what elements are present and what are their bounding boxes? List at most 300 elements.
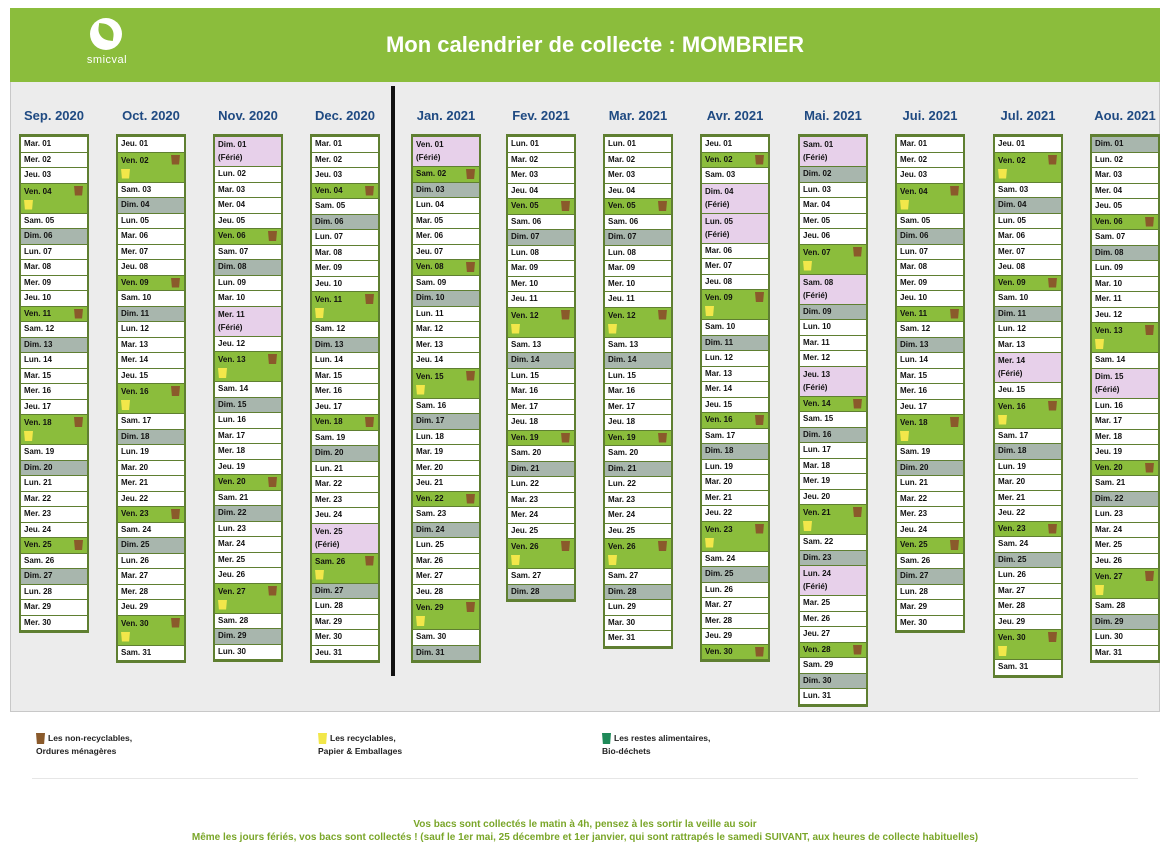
day-label: Mar. 15	[900, 370, 928, 380]
smicval-logo	[78, 16, 136, 72]
yellow-bin-icon	[705, 306, 714, 316]
day-list	[1090, 134, 1160, 663]
day-cell	[118, 492, 184, 507]
holiday-note: (Férié)	[803, 582, 828, 591]
day-label: Lun. 03	[803, 184, 832, 194]
day-label: Dim. 24	[416, 524, 445, 534]
day-cell	[1092, 461, 1158, 476]
day-label: Ven. 18	[315, 417, 343, 426]
day-label: Mar. 06	[121, 231, 149, 240]
day-label: Mar. 15	[315, 370, 343, 380]
day-label: Jeu. 19	[218, 461, 246, 471]
day-label: Mer. 21	[998, 492, 1026, 502]
day-label: Jeu. 24	[315, 510, 343, 519]
day-label: Mar. 22	[315, 479, 343, 488]
day-label: Dim. 13	[315, 339, 344, 349]
day-label: Jeu. 13	[803, 369, 831, 379]
holiday-note: (Férié)	[803, 382, 828, 392]
day-cell	[312, 353, 378, 368]
day-label: Mar. 20	[121, 462, 149, 472]
day-cell	[800, 459, 866, 474]
day-cell	[800, 367, 866, 396]
day-cell	[508, 508, 574, 523]
day-label: Jeu. 31	[315, 647, 343, 657]
day-cell	[800, 505, 866, 534]
day-label: Sam. 26	[315, 556, 346, 566]
day-cell	[312, 615, 378, 630]
day-label: Mar. 19	[416, 447, 444, 456]
yellow-bin-icon	[900, 431, 909, 441]
day-cell	[1092, 137, 1158, 152]
day-cell	[312, 493, 378, 508]
day-cell	[800, 443, 866, 458]
day-label: Lun. 08	[608, 247, 637, 257]
collection-notes	[32, 818, 1138, 844]
day-label: Mar. 02	[511, 154, 539, 164]
day-cell	[413, 476, 479, 491]
day-label: Ven. 21	[803, 508, 831, 517]
day-cell	[413, 369, 479, 398]
day-label: Sam. 14	[218, 384, 249, 393]
day-cell	[508, 230, 574, 245]
logo-text: smicval	[86, 54, 128, 66]
day-label: Mer. 25	[1095, 540, 1123, 549]
day-label: Sam. 12	[900, 324, 931, 333]
day-cell	[897, 554, 963, 569]
day-cell	[897, 214, 963, 229]
months-grid	[10, 100, 1160, 700]
yellow-bin-icon	[705, 538, 714, 548]
day-cell	[702, 259, 768, 274]
legend-item-non-recyclables	[36, 732, 132, 758]
day-cell	[215, 522, 281, 537]
day-label: Sam. 03	[998, 184, 1029, 194]
brown-bin-icon	[658, 310, 667, 320]
day-label: Mer. 02	[24, 154, 52, 164]
day-cell	[118, 554, 184, 569]
day-cell	[995, 353, 1061, 382]
day-label: Lun. 15	[511, 370, 540, 380]
day-label: Mer. 16	[24, 386, 52, 395]
day-label: Ven. 15	[416, 371, 444, 381]
day-label: Mar. 23	[511, 494, 539, 504]
day-label: Lun. 14	[315, 355, 344, 364]
day-label: Ven. 06	[1095, 216, 1123, 226]
day-label: Lun. 30	[218, 646, 247, 656]
day-cell	[702, 598, 768, 613]
day-label: Mar. 09	[608, 263, 636, 272]
day-cell	[702, 413, 768, 428]
day-label: Jeu. 21	[416, 478, 444, 487]
day-cell	[1092, 569, 1158, 598]
day-cell	[215, 475, 281, 490]
day-label: Jeu. 12	[1095, 309, 1123, 319]
day-label: Mer. 30	[24, 617, 52, 627]
day-label: Dim. 04	[705, 186, 734, 196]
day-label: Dim. 07	[608, 232, 637, 241]
day-cell	[800, 596, 866, 611]
month-title: Dec. 2020	[315, 108, 375, 123]
day-label: Mer. 02	[900, 154, 928, 164]
day-label: Dim. 25	[998, 554, 1027, 564]
day-label: Jeu. 08	[121, 262, 149, 271]
day-cell	[995, 198, 1061, 213]
day-cell	[215, 198, 281, 213]
day-cell	[897, 616, 963, 631]
brown-bin-icon	[74, 540, 83, 550]
brown-bin-icon	[466, 494, 475, 504]
green-bin-icon	[602, 733, 611, 744]
day-label: Lun. 01	[608, 139, 637, 148]
day-cell	[995, 307, 1061, 322]
day-cell	[312, 431, 378, 446]
day-label: Mar. 06	[705, 245, 733, 255]
day-label: Mer. 24	[608, 510, 636, 519]
day-cell	[702, 320, 768, 335]
day-cell	[508, 137, 574, 152]
day-label: Sam. 28	[1095, 601, 1126, 610]
day-cell	[995, 153, 1061, 182]
day-label: Jeu. 04	[511, 185, 539, 195]
day-label: Ven. 09	[705, 293, 733, 302]
day-label: Dim. 27	[900, 571, 929, 580]
day-label: Sam. 24	[705, 553, 736, 563]
brown-bin-icon	[658, 541, 667, 551]
day-cell	[800, 275, 866, 304]
day-label: Lun. 12	[121, 324, 150, 333]
day-label: Lun. 26	[121, 555, 150, 565]
day-label: Mer. 21	[705, 492, 733, 502]
yellow-bin-icon	[121, 632, 130, 642]
day-label: Ven. 20	[1095, 462, 1123, 472]
day-cell	[413, 137, 479, 166]
day-cell	[897, 229, 963, 244]
day-label: Jeu. 27	[803, 629, 831, 638]
day-label: Sam. 10	[121, 293, 152, 302]
day-label: Mer. 10	[608, 278, 636, 288]
day-cell	[800, 658, 866, 673]
day-cell	[508, 415, 574, 430]
day-label: Mar. 27	[998, 585, 1026, 595]
day-cell	[605, 184, 671, 199]
day-cell	[312, 415, 378, 430]
holiday-note: (Férié)	[218, 322, 243, 332]
day-label: Lun. 07	[900, 246, 929, 256]
day-label: Mar. 24	[1095, 524, 1123, 534]
day-label: Sam. 03	[705, 170, 736, 179]
day-cell	[118, 646, 184, 661]
day-cell	[413, 523, 479, 538]
day-cell	[413, 414, 479, 429]
note-line-2: Même les jours fériés, vos bacs sont collectés ! (sauf le 1er mai, 25 décembre et 1er janvier, qui sont rattrapés le samedi SUIVANT, aux heures de collecte habituelles)	[191, 832, 979, 843]
day-cell	[800, 566, 866, 595]
day-cell	[413, 183, 479, 198]
day-label: Jeu. 04	[608, 185, 636, 195]
day-cell	[508, 493, 574, 508]
day-cell	[508, 569, 574, 584]
day-label: Ven. 25	[315, 526, 343, 536]
day-cell	[413, 430, 479, 445]
day-cell	[702, 336, 768, 351]
day-cell	[1092, 538, 1158, 553]
day-cell	[897, 400, 963, 415]
day-label: Ven. 16	[121, 387, 149, 396]
day-label: Mer. 14	[998, 356, 1026, 365]
day-cell	[215, 584, 281, 613]
day-cell	[995, 568, 1061, 583]
day-label: Sam. 09	[416, 277, 447, 287]
day-cell	[215, 137, 281, 166]
day-cell	[605, 524, 671, 539]
day-label: Ven. 19	[511, 432, 539, 442]
brown-bin-icon	[1145, 571, 1154, 581]
day-cell	[215, 398, 281, 413]
day-cell	[312, 630, 378, 645]
day-list	[993, 134, 1063, 678]
day-label: Sam. 12	[315, 324, 346, 333]
day-label: Dim. 18	[121, 431, 150, 441]
day-cell	[995, 214, 1061, 229]
brown-bin-icon	[755, 155, 764, 165]
day-label: Lun. 21	[900, 478, 929, 487]
brown-bin-icon	[755, 292, 764, 302]
day-label: Jeu. 25	[511, 525, 539, 535]
day-label: Sam. 20	[511, 448, 542, 457]
month-title: Oct. 2020	[122, 108, 180, 123]
day-label: Jeu. 08	[705, 276, 733, 286]
day-label: Mer. 09	[24, 277, 52, 287]
day-label: Jeu. 11	[511, 294, 538, 303]
day-label: Sam. 01	[803, 140, 834, 149]
day-cell	[1092, 399, 1158, 414]
day-cell	[1092, 430, 1158, 445]
brown-bin-icon	[74, 309, 83, 319]
day-label: Sam. 29	[803, 660, 834, 669]
day-cell	[21, 507, 87, 522]
day-cell	[995, 475, 1061, 490]
day-cell	[605, 600, 671, 615]
day-cell	[702, 552, 768, 567]
brown-bin-icon	[853, 247, 862, 257]
day-label: Dim. 15	[218, 399, 247, 409]
day-label: Ven. 25	[900, 540, 928, 549]
month-title: Jan. 2021	[416, 108, 476, 123]
day-cell	[508, 292, 574, 307]
day-cell	[413, 198, 479, 213]
day-cell	[702, 645, 768, 660]
day-label: Ven. 16	[705, 415, 733, 424]
day-label: Jeu. 01	[998, 139, 1026, 148]
day-cell	[995, 137, 1061, 152]
day-cell	[215, 183, 281, 198]
day-cell	[215, 553, 281, 568]
month-title: Mar. 2021	[608, 108, 668, 123]
day-cell	[21, 168, 87, 183]
day-cell	[118, 353, 184, 368]
day-cell	[995, 383, 1061, 398]
day-cell	[215, 460, 281, 475]
day-label: Mer. 27	[416, 571, 444, 580]
day-label: Mar. 23	[608, 494, 636, 504]
day-label: Mer. 05	[803, 215, 831, 225]
day-label: Jeu. 10	[900, 293, 928, 302]
holiday-note: (Férié)	[705, 199, 730, 209]
day-label: Lun. 11	[416, 308, 444, 318]
day-cell	[118, 476, 184, 491]
yellow-bin-icon	[998, 415, 1007, 425]
day-label: Mar. 10	[218, 293, 246, 302]
day-cell	[800, 689, 866, 704]
day-label: Dim. 02	[803, 169, 832, 178]
day-cell	[21, 461, 87, 476]
day-label: Lun. 16	[218, 415, 247, 424]
day-cell	[605, 400, 671, 415]
brown-bin-icon	[853, 507, 862, 517]
day-cell	[702, 614, 768, 629]
day-cell	[800, 490, 866, 505]
day-cell	[508, 369, 574, 384]
day-label: Mer. 11	[218, 309, 245, 319]
day-cell	[702, 351, 768, 366]
day-cell	[897, 353, 963, 368]
day-label: Sam. 12	[24, 324, 55, 333]
day-cell	[118, 260, 184, 275]
day-label: Ven. 29	[416, 603, 444, 612]
day-label: Mar. 09	[511, 263, 539, 272]
day-label: Dim. 14	[511, 355, 540, 364]
day-label: Jeu. 11	[608, 294, 635, 303]
day-label: Lun. 21	[315, 463, 344, 473]
day-label: Mar. 18	[803, 460, 831, 470]
day-label: Ven. 07	[803, 247, 831, 257]
day-label: Lun. 26	[705, 584, 734, 594]
yellow-bin-icon	[416, 385, 425, 395]
day-cell	[413, 554, 479, 569]
day-cell	[1092, 308, 1158, 323]
day-cell	[605, 369, 671, 384]
day-cell	[995, 522, 1061, 537]
day-list	[19, 134, 89, 633]
holiday-note: (Férié)	[1095, 384, 1120, 394]
day-cell	[897, 569, 963, 584]
brown-bin-icon	[268, 231, 277, 241]
day-label: Ven. 23	[121, 509, 149, 518]
day-label: Dim. 06	[315, 216, 344, 226]
day-cell	[413, 307, 479, 322]
day-cell	[897, 276, 963, 291]
day-cell	[995, 506, 1061, 521]
day-label: Dim. 22	[218, 508, 247, 517]
brown-bin-icon	[950, 417, 959, 427]
day-label: Ven. 25	[24, 540, 52, 549]
day-cell	[312, 599, 378, 614]
day-label: Sam. 14	[1095, 355, 1126, 364]
day-cell	[413, 229, 479, 244]
day-label: Ven. 30	[998, 633, 1026, 642]
header-banner	[10, 8, 1160, 82]
day-label: Lun. 19	[998, 461, 1027, 471]
day-label: Sam. 22	[803, 537, 834, 546]
day-label: Mer. 16	[900, 386, 928, 395]
day-label: Sam. 08	[803, 277, 834, 287]
day-label: Dim. 20	[315, 448, 344, 457]
day-label: Lun. 16	[1095, 400, 1124, 410]
yellow-bin-icon	[998, 169, 1007, 179]
day-label: Mer. 10	[511, 278, 539, 288]
brown-bin-icon	[171, 509, 180, 519]
yellow-bin-icon	[900, 200, 909, 210]
day-cell	[118, 600, 184, 615]
day-cell	[800, 412, 866, 427]
day-label: Dim. 13	[24, 339, 53, 349]
day-label: Jeu. 26	[1095, 555, 1123, 565]
day-label: Sam. 17	[121, 416, 152, 425]
day-label: Dim. 11	[121, 308, 150, 318]
day-cell	[1092, 369, 1158, 398]
yellow-bin-icon	[315, 570, 324, 580]
day-label: Dim. 25	[121, 540, 150, 549]
day-label: Jeu. 18	[608, 417, 636, 426]
day-label: Lun. 07	[315, 232, 344, 241]
yellow-bin-icon	[1095, 339, 1104, 349]
day-cell	[215, 382, 281, 397]
day-list	[700, 134, 770, 662]
day-cell	[897, 461, 963, 476]
day-list	[798, 134, 868, 707]
day-label: Jeu. 19	[1095, 447, 1123, 456]
day-cell	[1092, 292, 1158, 307]
day-cell	[118, 276, 184, 291]
day-cell	[1092, 646, 1158, 661]
brown-bin-icon	[171, 386, 180, 396]
day-cell	[413, 630, 479, 645]
day-label: Mer. 03	[608, 170, 636, 179]
day-cell	[1092, 353, 1158, 368]
day-label: Mar. 03	[218, 184, 246, 194]
day-cell	[605, 508, 671, 523]
day-label: Mar. 15	[24, 370, 52, 380]
day-cell	[897, 260, 963, 275]
day-label: Jeu. 29	[705, 631, 733, 640]
day-label: Jeu. 01	[121, 139, 149, 148]
day-label: Lun. 30	[1095, 632, 1124, 641]
day-label: Mer. 23	[24, 509, 52, 518]
day-cell	[21, 384, 87, 399]
day-cell	[897, 184, 963, 213]
page-title: Mon calendrier de collecte : MOMBRIER	[385, 32, 805, 57]
brown-bin-icon	[466, 371, 475, 381]
day-cell	[897, 507, 963, 522]
day-label: Ven. 16	[998, 401, 1026, 411]
day-cell	[1092, 445, 1158, 460]
day-cell	[605, 215, 671, 230]
day-cell	[702, 137, 768, 152]
day-cell	[413, 260, 479, 275]
day-label: Ven. 26	[608, 542, 636, 551]
day-label: Mer. 17	[511, 401, 539, 411]
brown-bin-icon	[466, 602, 475, 612]
legend-label: Les recyclables,	[330, 733, 396, 743]
day-label: Dim. 21	[608, 463, 637, 473]
month-title: Aou. 2021	[1094, 108, 1156, 123]
day-label: Mar. 27	[705, 600, 733, 609]
day-cell	[21, 260, 87, 275]
day-label: Mer. 25	[218, 554, 246, 564]
day-label: Mer. 23	[900, 509, 928, 518]
day-label: Lun. 23	[1095, 509, 1124, 518]
day-cell	[508, 384, 574, 399]
day-cell	[605, 493, 671, 508]
